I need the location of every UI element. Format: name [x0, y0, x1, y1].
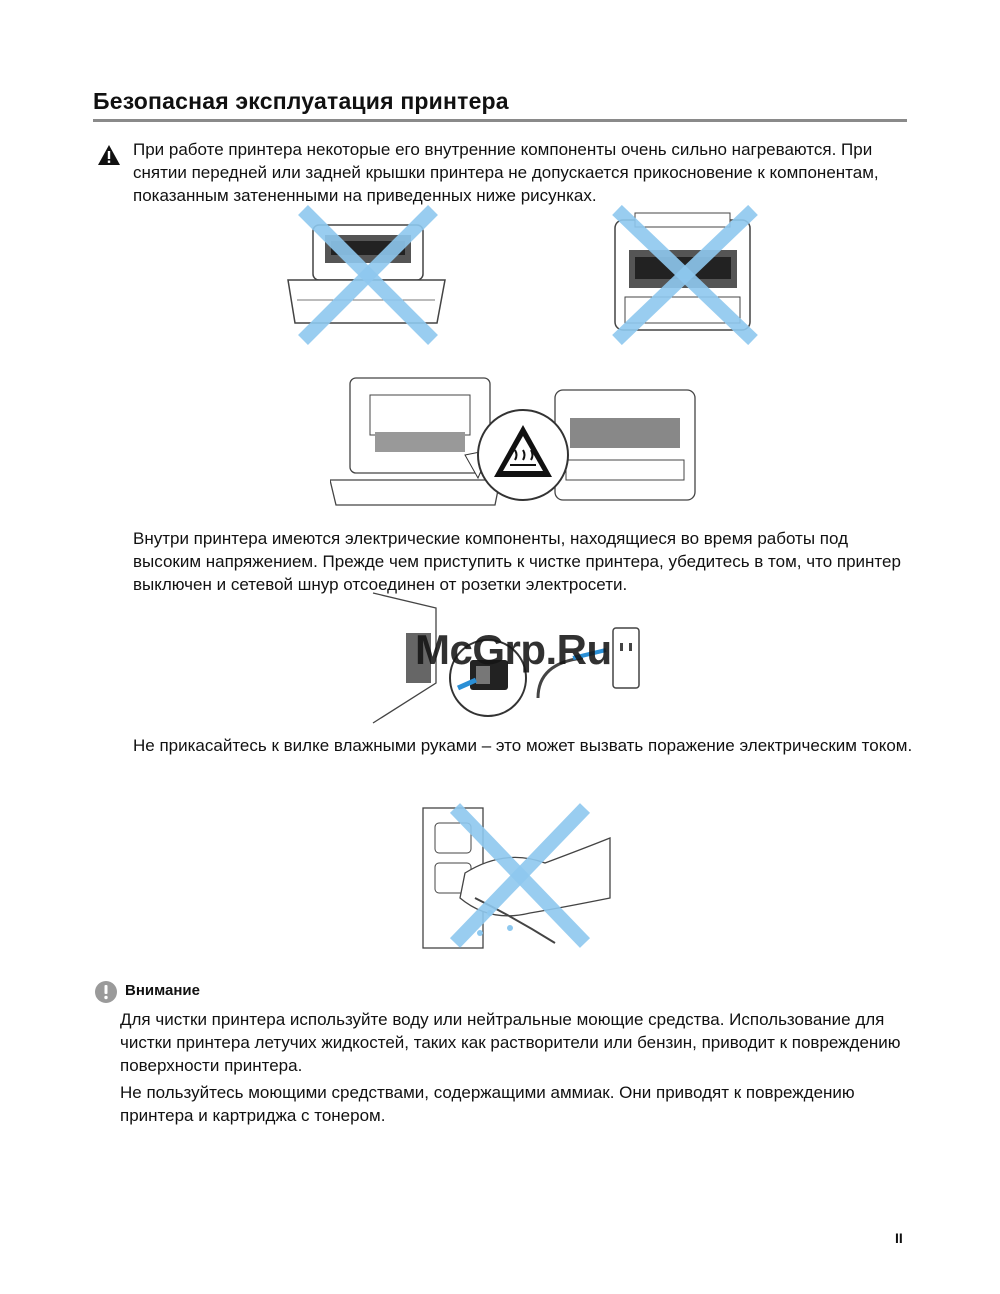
wet-hands-text: Не прикасайтесь к вилке влажными руками – это может вызвать поражение электрическим током. — [133, 736, 913, 755]
page-title: Безопасная эксплуатация принтера — [93, 88, 509, 114]
wet-hand-plug-figure — [415, 803, 615, 958]
caution-label: Внимание — [125, 982, 200, 999]
hot-surface-figure — [330, 370, 710, 520]
warning-triangle-icon — [97, 144, 121, 171]
watermark-text: McGrp.Ru — [415, 626, 612, 673]
title-rule — [93, 119, 907, 122]
warning-text: При работе принтера некоторые его внутренние компоненты очень сильно нагреваются. При снятии передней или задней крышки принтера не допускается прикосновение к компонентам, показанным затененными на приведенных ниже рисунках. — [133, 140, 879, 205]
electric-text: Внутри принтера имеются электрические компоненты, находящиеся во время работы под высоким напряжением. Прежде чем приступить к чистке принтера, убедитесь в том, что принтер выключен и сетевой шнур отсоединен от розетки электросети. — [133, 529, 901, 594]
printer-rear-hot-figure — [605, 205, 760, 350]
printer-front-hot-figure — [285, 205, 450, 350]
page-number: II — [895, 1230, 903, 1246]
caution-text-2: Не пользуйтесь моющими средствами, содержащими аммиак. Они приводят к повреждению принтера и картриджа с тонером. — [120, 1083, 855, 1125]
caution-exclamation-icon — [94, 980, 118, 1009]
caution-text-1: Для чистки принтера используйте воду или нейтральные моющие средства. Использование для чистки принтера летучих жидкостей, таких как растворители или бензин, приводит к повреждению поверхности принтера. — [120, 1010, 901, 1075]
